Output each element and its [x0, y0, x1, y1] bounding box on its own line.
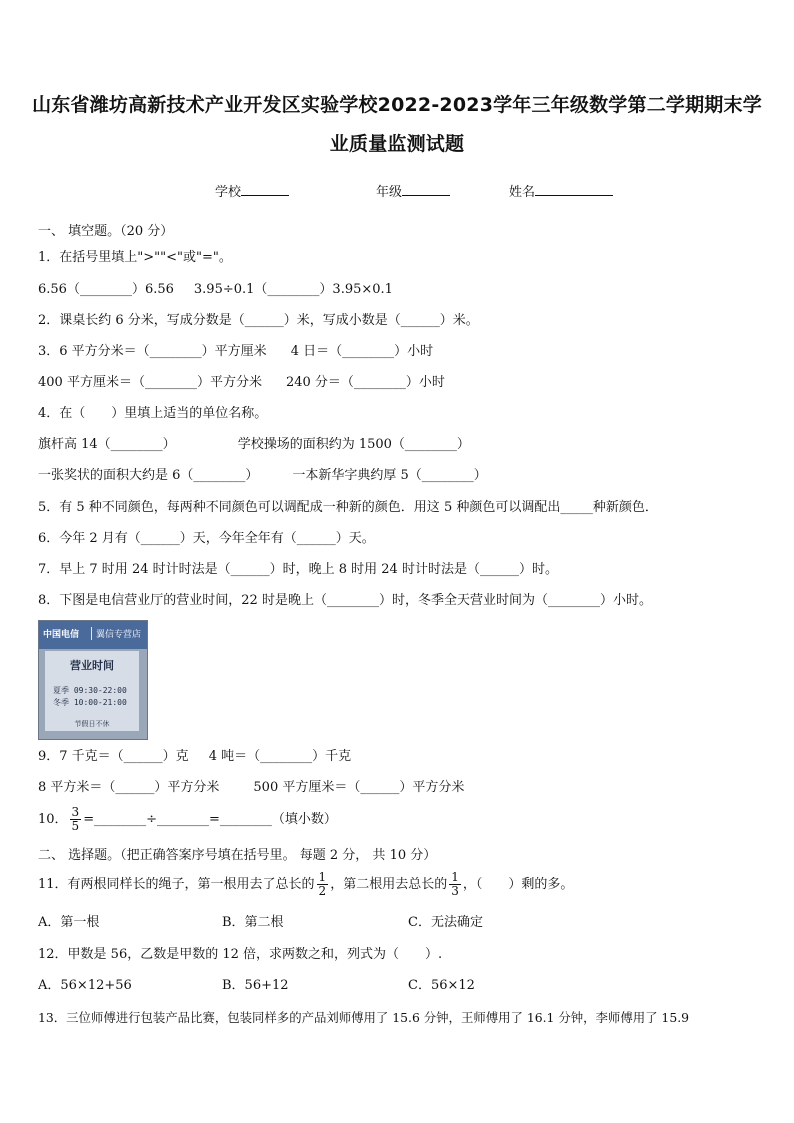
- question-9-d: 500 平方厘米＝（______）平方分米: [253, 780, 465, 795]
- question-4-row1: [38, 437, 470, 453]
- school-blank[interactable]: [241, 183, 289, 196]
- fraction-1-2: [317, 871, 329, 898]
- question-1-items: [38, 282, 393, 298]
- fraction-denominator: 3: [451, 884, 459, 898]
- business-hours-photo: [38, 620, 148, 740]
- question-11: [38, 871, 573, 898]
- holiday-note: 节假日不休: [74, 720, 110, 728]
- question-12: 12．甲数是 56，乙数是甲数的 12 倍，求两数之和，列式为（ ）.: [38, 947, 443, 962]
- question-11-text-b: ，第二根用去总长的: [330, 877, 448, 892]
- question-6: 6．今年 2 月有（______）天，今年全年有（______）天。: [38, 531, 375, 546]
- question-13: 13．三位师傅进行包装产品比赛，包装同样多的产品刘师傅用了 15.6 分钟，王师傅用了 16.1 分钟，李师傅用了 15.9: [38, 1010, 690, 1025]
- fraction-3-5: [70, 806, 82, 833]
- question-12-options: [38, 978, 475, 994]
- section-2-heading: 二、 选择题。（把正确答案序号填在括号里。 每题 2 分， 共 10 分）: [38, 848, 437, 863]
- question-3-d: 240 分＝（________）小时: [285, 375, 445, 390]
- question-2: 2．课桌长约 6 分米，写成分数是（______）米，写成小数是（______）米。: [38, 313, 479, 328]
- store-name: 翼信专营店: [91, 627, 141, 640]
- question-1-a: 6.56（________）6.56: [38, 282, 174, 297]
- fraction-denominator: 5: [71, 819, 80, 833]
- school-label: 学校: [215, 185, 242, 200]
- question-9-a: 9．7 千克＝（______）克: [38, 749, 189, 764]
- question-4-b: 学校操场的面积约为 1500（________）: [237, 437, 470, 452]
- exam-title-line2: 业质量监测试题: [329, 133, 465, 155]
- telecom-logo: 中国电信: [43, 630, 80, 640]
- name-blank[interactable]: [535, 183, 613, 196]
- sign-heading: 营业时间: [70, 659, 114, 672]
- question-10: [38, 806, 337, 833]
- school-field[interactable]: [215, 181, 289, 200]
- option-a[interactable]: A．第一根: [38, 915, 100, 930]
- question-3-c: 400 平方厘米＝（________）平方分米: [38, 375, 262, 390]
- question-1-b: 3.95÷0.1（________）3.95×0.1: [193, 282, 393, 297]
- fraction-denominator: 2: [318, 884, 327, 898]
- name-label: 姓名: [509, 185, 536, 200]
- winter-hours: 冬季 10:00-21:00: [53, 698, 127, 707]
- question-10-rest: =________÷________=________（填小数）: [83, 812, 337, 827]
- question-8: 8．下图是电信营业厅的营业时间，22 时是晚上（________）时，冬季全天营业时间为（________）小时。: [38, 593, 652, 608]
- sign-panel: [45, 651, 139, 731]
- option-a[interactable]: A．56×12+56: [38, 978, 132, 993]
- question-4-a: 旗杆高 14（________）: [38, 437, 176, 452]
- name-field[interactable]: [509, 181, 613, 200]
- section-1-heading: 一、 填空题。（20 分）: [38, 224, 174, 239]
- fraction-numerator: 3: [71, 805, 80, 819]
- question-3-row2: [38, 375, 445, 391]
- fraction-1-3: [449, 871, 461, 898]
- fraction-numerator: 1: [318, 870, 327, 884]
- option-b[interactable]: B．第二根: [222, 915, 284, 930]
- question-5: 5．有 5 种不同颜色，每两种不同颜色可以调配成一种新的颜色．用这 5 种颜色可以调配出_____种新颜色．: [38, 500, 658, 515]
- option-b[interactable]: B．56+12: [222, 978, 289, 993]
- question-4: 4．在（ ）里填上适当的单位名称。: [38, 406, 268, 421]
- question-10-label: 10．: [38, 812, 68, 827]
- question-4-row2: [38, 468, 487, 484]
- question-11-text-a: 11．有两根同样长的绳子，第一根用去了总长的: [38, 877, 315, 892]
- grade-blank[interactable]: [402, 183, 450, 196]
- question-3-row1: [38, 344, 433, 360]
- summer-hours: 夏季 09:30-22:00: [53, 686, 127, 695]
- question-9-row2: [38, 780, 464, 796]
- question-7: 7．早上 7 时用 24 时计时法是（______）时，晚上 8 时用 24 时计时法是（______）时。: [38, 562, 558, 577]
- question-4-c: 一张奖状的面积大约是 6（________）: [38, 468, 259, 483]
- sign-header-bar: [39, 621, 147, 649]
- grade-field[interactable]: [376, 181, 450, 200]
- question-4-d: 一本新华字典约厚 5（________）: [292, 468, 487, 483]
- exam-title-line1: 山东省潍坊高新技术产业开发区实验学校2022-2023学年三年级数学第二学期期末学: [32, 94, 762, 116]
- fraction-numerator: 1: [451, 870, 459, 884]
- question-9-b: 4 吨＝（________）千克: [208, 749, 352, 764]
- question-9-row1: [38, 749, 351, 765]
- option-c[interactable]: C．56×12: [408, 978, 475, 993]
- question-11-text-c: ，（ ）剩的多。: [462, 877, 574, 892]
- question-3-b: 4 日＝（________）小时: [290, 344, 434, 359]
- option-c[interactable]: C．无法确定: [408, 915, 483, 930]
- question-1: 1．在括号里填上">""<"或"="。: [38, 250, 232, 265]
- question-11-options: [38, 915, 483, 931]
- grade-label: 年级: [376, 185, 403, 200]
- question-9-c: 8 平方米＝（______）平方分米: [38, 780, 220, 795]
- question-3-a: 3．6 平方分米＝（________）平方厘米: [38, 344, 267, 359]
